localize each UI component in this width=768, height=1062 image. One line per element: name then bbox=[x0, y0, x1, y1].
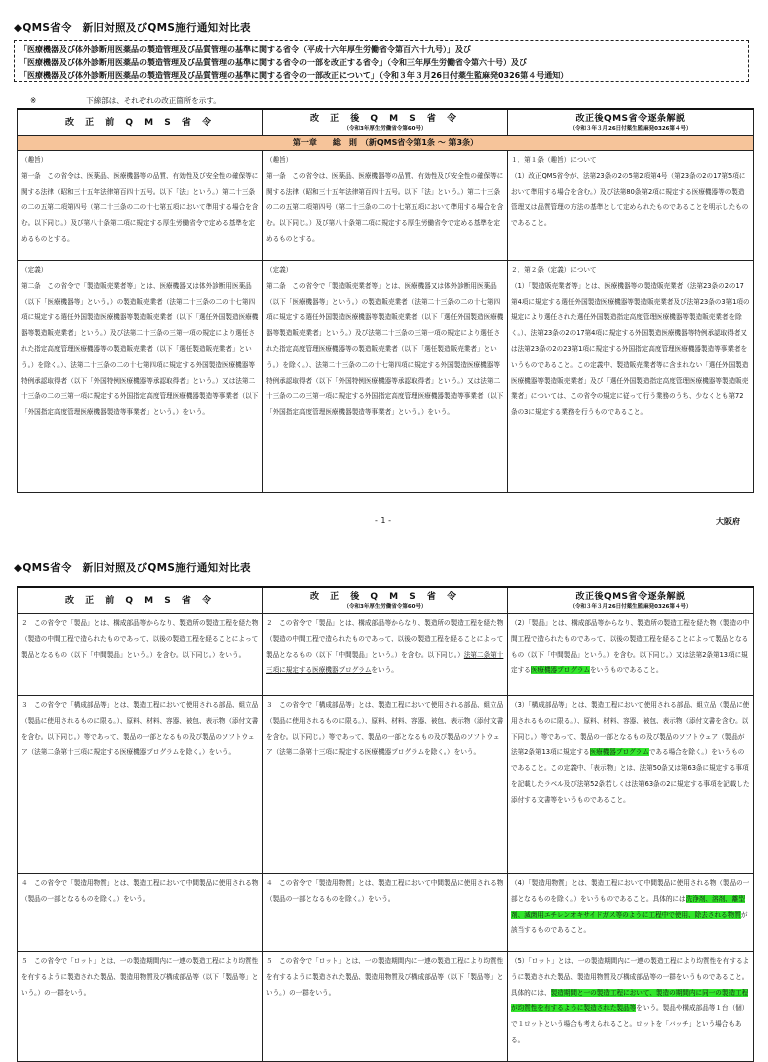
cell-after: ５ この省令で「ロット」とは、一の製造期間内に一連の製造工程により均質性を有するように製造された製品、製造用物質及び構成部品等（以下「製品等」という。）の一群をいう。 bbox=[263, 952, 508, 1062]
cell-before: （趣旨） 第一条 この省令は、医薬品、医療機器等の品質、有効性及び安全性の確保等に関する法律（昭和三十五年法律第百四十五号。以下「法」という。）第二十三条の二の五第二項第四号（第二十三条の二の十七第五項において準用する場合を含む。以下同じ。）及び第八十条第二項に規定する厚生労働省令で定める基準を定めるものとする。 bbox=[18, 151, 263, 261]
cell-commentary: （5）「ロット」とは、一の製造期間内に一連の製造工程により均質性を有するように製造された製品、製造用物質及び構成部品等の一群をいうものであること。具体的には、製造期間と一の製造工程において、製造の期間内に同一の製造工程が均質性を有するように製造された製品等をいう。製品や構成部品等１台（個）で１ロットという場合も考えられること。ロットを「バッチ」という場合もある。 bbox=[508, 952, 754, 1062]
chapter-row bbox=[18, 136, 754, 151]
reference-box bbox=[14, 40, 749, 82]
cell-commentary: １．第１条（趣旨）について （1）改正QMS省令が、法第23条の2の5第2項第4号（第23条の2の17第5項において準用する場合を含む。）及び法第80条第2項に規定する医療機器等の製造管理又は品質管理の方法の基準として定められたものであることを明示したものであること。 bbox=[508, 151, 754, 261]
table-row bbox=[18, 874, 754, 952]
comparison-table bbox=[17, 586, 754, 1062]
highlighted-text: 製造期間と一の製造工程において、製造の期間内に同一の製造工程が均質性を有するように製造された製品等 bbox=[511, 988, 749, 1013]
header-before: 改 正 前 Q M S 省 令 bbox=[18, 109, 263, 136]
header-before: 改 正 前 Q M S 省 令 bbox=[18, 587, 263, 614]
cell-commentary: （4）「製造用物質」とは、製造工程において中間製品に使用される物（製品の一部となるものを除く。）をいうものであること。具体的には洗浄剤、溶剤、離型剤、滅菌用エチレンオキサイドガス等のように工程中で使用、除去される物質が該当するものであること。 bbox=[508, 874, 754, 952]
page-1 bbox=[0, 0, 768, 530]
highlighted-text: 医療機器プログラム bbox=[589, 748, 649, 757]
underline-note bbox=[30, 95, 221, 106]
note-text: 下線部は、それぞれの改正箇所を示す。 bbox=[86, 96, 221, 105]
cell-after: （趣旨） 第一条 この省令は、医薬品、医療機器等の品質、有効性及び安全性の確保等に関する法律（昭和三十五年法律第百四十五号。以下「法」という。）第二十三条の二の五第二項第四号（第二十三条の二の十七第五項において準用する場合を含む。以下同じ。）及び第八十条第二項に規定する厚生労働省令で定める基準を定めるものとする。 bbox=[263, 151, 508, 261]
comparison-table bbox=[17, 108, 754, 493]
cell-commentary: （2）「製品」とは、構成部品等からなり、製造所の製造工程を経た物（製造の中間工程で造られたものであって、以後の製造工程を経ることによって製品となるもの（以下「中間製品」という。）を含む。以下同じ。）又は法第2条第13項に規定する医療機器プログラムをいうものであること。 bbox=[508, 614, 754, 696]
page-2 bbox=[0, 548, 768, 1044]
header-after: 改 正 後 Q M S 省 令 （令和3年厚生労働省令第60号） bbox=[263, 109, 508, 136]
table-row bbox=[18, 614, 754, 696]
table-row bbox=[18, 151, 754, 261]
cell-commentary: （3）「構成部品等」とは、製造工程において使用される部品、組立品（製品に使用されるものに限る。）、原料、材料、容器、被包、表示物（添付文書を含む。以下同じ。）等であって、製品の一部となるもの及び製品のソフトウェア（製品が法第2条第13項に規定する医療機器プログラムである場合を除く。）をいうものであること。この定義中、「表示物」とは、法第50条又は第63条に規定する事項を記載したラベル及び法第52条若しくは法第63条の2に規定する事項を記載した添付する文書等をいうものであること。 bbox=[508, 696, 754, 874]
table-row bbox=[18, 261, 754, 493]
cell-after: （定義） 第二条 この省令で「製造販売業者等」とは、医療機器又は体外診断用医薬品（以下「医療機器等」という。）の製造販売業者（法第二十三条の二の十七第四項に規定する選任外国製造医療機器等製造販売業者（以下「選任外国製造医療機器等製造販売業者」という。）及び法第二十三条の三第一項の規定により選任された指定高度管理医療機器等の製造販売業者（以下「選任製造販売業者」という。）を除く。）、法第二十三条の二の十七第四項に規定する外国製造医療機器等特例承認取得者（以下「外国特例医療機器等承認取得者」という。）又は法第二十三条の二の三第一項に規定する外国指定高度管理医療機器製造等事業者（以下「外国指定高度管理医療機器製造等事業者」という。）をいう。 bbox=[263, 261, 508, 493]
header-commentary: 改正後QMS省令逐条解説 （令和３年３月26日付薬生監麻発0326第４号） bbox=[508, 587, 754, 614]
reference-line-1: 「医療機器及び体外診断用医薬品の製造管理及び品質管理の基準に関する省令（平成十六年厚生労働省令第百六十九号）」及び bbox=[19, 45, 471, 54]
page-number: - 1 - bbox=[375, 516, 391, 525]
table-header-row bbox=[18, 587, 754, 614]
cell-after: ２ この省令で「製品」とは、構成部品等からなり、製造所の製造工程を経た物（製造の中間工程で造られたものであって、以後の製造工程を経ることによって製品となるもの（以下「中間製品」という。）を含む。以下同じ。）法第二条第十三項に規定する医療機器プログラムをいう。 bbox=[263, 614, 508, 696]
reference-line-2: 「医療機器及び体外診断用医薬品の製造管理及び品質管理の基準に関する省令の一部を改正する省令」（令和三年厚生労働省令第六十号）及び bbox=[19, 58, 527, 67]
page-title: ◆QMS省令 新旧対照及びQMS施行通知対比表 bbox=[14, 562, 251, 574]
table-header-row bbox=[18, 109, 754, 136]
reference-line-3: 「医療機器及び体外診断用医薬品の製造管理及び品質管理の基準に関する省令の一部改正について」（令和３年３月26日付薬生監麻発0326第４号通知） bbox=[19, 71, 569, 80]
chapter-title: 第一章 総 則 （新QMS省令第1条 ～ 第3条） bbox=[18, 136, 754, 151]
cell-after: ４ この省令で「製造用物質」とは、製造工程において中間製品に使用される物（製品の一部となるものを除く。）をいう。 bbox=[263, 874, 508, 952]
cell-before: ２ この省令で「製品」とは、構成部品等からなり、製造所の製造工程を経た物（製造の中間工程で造られたものであって、以後の製造工程を経ることによって製品となるもの（以下「中間製品」という。）を含む。以下同じ。）をいう。 bbox=[18, 614, 263, 696]
prefecture-label: 大阪府 bbox=[716, 517, 740, 526]
cell-before: ４ この省令で「製造用物質」とは、製造工程において中間製品に使用される物（製品の一部となるものを除く。）をいう。 bbox=[18, 874, 263, 952]
cell-commentary: ２．第２条（定義）について （1）「製造販売業者等」とは、医療機器等の製造販売業者（法第23条の2の17第4項に規定する選任外国製造医療機器等製造販売業者及び法第23条の3第1項の規定により選任された選任外国製造指定高度管理医療機器等製造販売業者を除く。）、法第23条の2の17第4項に規定する外国製造医療機器等特例承認取得者又は法第23条の2の23第1項に規定する外国指定高度管理医療機器製造等事業者をいうものであること。この定義中、製造販売業者等に含まれない「選任外国製造医療機器等製造販売業者」及び「選任外国製造指定高度管理医療機器等製造販売業者」については、この省令の規定に従って行う業務のうち、少なくとも第72条の3に規定する業務を行うものであること。 bbox=[508, 261, 754, 493]
highlighted-text: 洗浄剤、溶剤、離型剤、滅菌用エチレンオキサイドガス等のように工程中で使用、除去される物質 bbox=[511, 894, 745, 919]
cell-after: ３ この省令で「構成部品等」とは、製造工程において使用される部品、組立品（製品に使用されるものに限る。）、原料、材料、容器、被包、表示物（添付文書を含む。以下同じ。）等であって、製品の一部となるもの及び製品のソフトウェア（法第二条第十三項に規定する医療機器プログラムを除く。）をいう。 bbox=[263, 696, 508, 874]
cell-before: ５ この省令で「ロット」とは、一の製造期間内に一連の製造工程により均質性を有するように製造された製品、製造用物質及び構成部品等（以下「製品等」という。）の一群をいう。 bbox=[18, 952, 263, 1062]
amended-text: 法第二条第十三項に規定する医療機器プログラム bbox=[266, 650, 504, 675]
highlighted-text: 医療機器プログラム bbox=[530, 666, 591, 675]
table-row bbox=[18, 952, 754, 1062]
note-mark: ※ bbox=[30, 96, 37, 105]
header-after: 改 正 後 Q M S 省 令 （令和3年厚生労働省令第60号） bbox=[263, 587, 508, 614]
table-row bbox=[18, 696, 754, 874]
cell-before: （定義） 第二条 この省令で「製造販売業者等」とは、医療機器又は体外診断用医薬品（以下「医療機器等」という。）の製造販売業者（法第二十三条の二の十七第四項に規定する選任外国製造医療機器等製造販売業者（以下「選任外国製造医療機器等製造販売業者」という。）及び法第二十三条の三第一項の規定により選任された指定高度管理医療機器等の製造販売業者（以下「選任製造販売業者」という。）を除く。）、法第二十三条の二の十七第四項に規定する外国製造医療機器等特例承認取得者（以下「外国特例医療機器等承認取得者」という。）又は法第二十三条の二の三第一項に規定する外国指定高度管理医療機器製造等事業者（以下「外国指定高度管理医療機器製造等事業者」という。）をいう。 bbox=[18, 261, 263, 493]
cell-before: ３ この省令で「構成部品等」とは、製造工程において使用される部品、組立品（製品に使用されるものに限る。）、原料、材料、容器、被包、表示物（添付文書を含む。以下同じ。）等であって、製品の一部となるもの及び製品のソフトウェア（法第二条第十三項に規定する医療機器プログラムを除く。）をいう。 bbox=[18, 696, 263, 874]
page-title: ◆QMS省令 新旧対照及びQMS施行通知対比表 bbox=[14, 22, 251, 34]
header-commentary: 改正後QMS省令逐条解説 （令和３年３月26日付薬生監麻発0326第４号） bbox=[508, 109, 754, 136]
